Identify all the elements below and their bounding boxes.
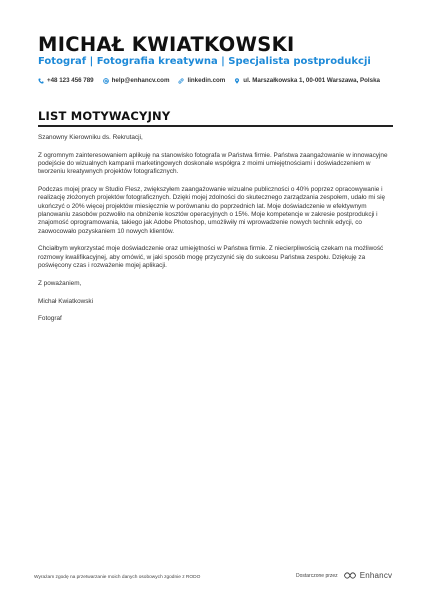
at-sign-icon — [103, 78, 109, 84]
powered-by-badge[interactable] — [296, 571, 392, 580]
letter-greeting: Szanowny Kierowniku ds. Rekrutacji, — [38, 134, 143, 141]
letter-closing: Z poważaniem, — [38, 279, 82, 287]
contact-phone — [38, 77, 94, 84]
phone-icon — [38, 78, 44, 84]
letter-title: LIST MOTYWACYJNY — [38, 109, 171, 123]
enhancv-brand-name: Enhancv — [359, 571, 393, 580]
link-icon — [178, 78, 184, 84]
title-divider — [38, 125, 393, 127]
location-pin-icon — [234, 78, 240, 84]
contact-email[interactable] — [103, 77, 170, 84]
contact-linkedin-text: linkedin.com — [187, 77, 226, 84]
enhancv-logo-icon — [343, 571, 357, 580]
contact-phone-text: +48 123 456 789 — [47, 77, 94, 84]
powered-by-label: Dostarczone przez — [296, 572, 338, 579]
signature-name: Michał Kwiatkowski — [38, 297, 94, 305]
signature-title: Fotograf — [38, 315, 62, 323]
candidate-name: MICHAŁ KWIATKOWSKI — [38, 33, 295, 56]
contact-linkedin[interactable] — [178, 77, 225, 84]
contact-info-row — [38, 77, 398, 84]
candidate-headline: Fotograf | Fotografia kreatywna | Specjalista postprodukcji — [38, 56, 371, 67]
letter-paragraph: Podczas mojej pracy w Studio Flesz, zwiększyłem zaangażowanie wizualne publiczności o 40% poprzez opracowywanie i realizację złożonych projektów fotograficznych. Dzięki mojej zdolności do skutecznego zarządzania zespołem, udało mi się ukończyć o 20% więcej projektów miesięcznie w porównaniu do poprzednich lat. Moje doświadczenie w efektywnym planowaniu zasobów pozwoliło na obniżenie kosztów operacyjnych o 15%. Moje kompetencje w zakresie postprodukcji i znajomość oprogramowania, takiego jak Adobe Photoshop, umożliwiły mi wprowadzenie nowych technik edycji, co zaowocowało pozyskaniem 10 nowych klientów. — [38, 186, 386, 235]
contact-address — [234, 77, 380, 84]
letter-paragraph: Chciałbym wykorzystać moje doświadczenie oraz umiejętności w Państwa firmie. Z niecierpliwością czekam na możliwość rozmowy kwalifikacyjnej, aby omówić, w jaki sposób mogę przyczynić się do sukcesu Państwa zespołu. Dziękuję za poświęcony czas i rozważenie mojej aplikacji. — [38, 245, 384, 270]
contact-email-text: help@enhancv.com — [111, 77, 170, 84]
gdpr-consent-note: Wyrażam zgodę na przetwarzanie moich danych osobowych zgodnie z RODO — [34, 575, 201, 580]
contact-address-text: ul. Marszałkowska 1, 00-001 Warszawa, Polska — [243, 77, 380, 84]
letter-body — [38, 134, 393, 333]
letter-paragraph: Z ogromnym zainteresowaniem aplikuję na stanowisko fotografa w Państwa firmie. Państwa zaangażowanie w innowacyjne podejście do wizualnych kampanii marketingowych doskonale współgra z moimi umiejętnościami i doświadczeniem w tworzeniu kreatywnych projektów fotograficznych. — [38, 151, 388, 176]
